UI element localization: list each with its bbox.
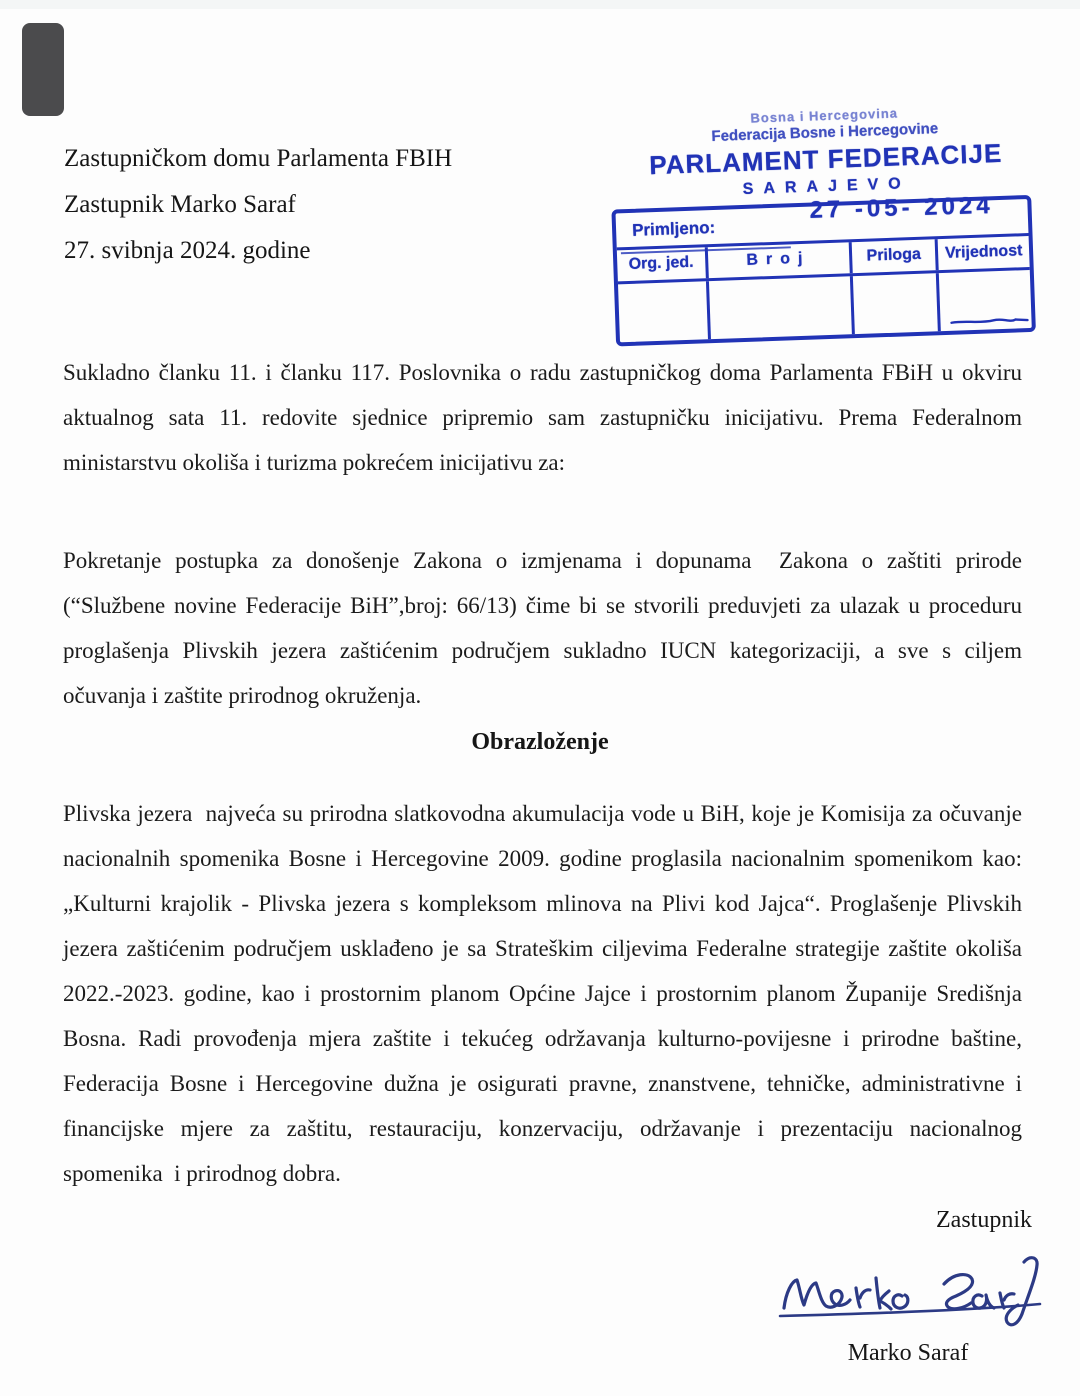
stamp-received-label: Primljeno: (631, 217, 716, 240)
stamp-federation-line: Federacija Bosne i Hercegovine (711, 120, 939, 146)
signature-role-label: Zastupnik (936, 1207, 1032, 1233)
stamp-col-vrijednost: Vrijednost (944, 242, 1023, 262)
stamp-col-org-jed: Org. jed. (617, 247, 709, 281)
stamp-ink-squiggle (949, 312, 1029, 329)
stamp-empty-cell (709, 276, 855, 339)
redaction-block (22, 23, 64, 116)
sender-line: Zastupnik Marko Saraf (64, 191, 296, 218)
stamp-empty-cell (853, 273, 941, 334)
stamp-country-line: Bosna i Hercegovina (750, 105, 899, 126)
parliament-receipt-stamp (608, 101, 1048, 346)
stamp-institution-title: PARLAMENT FEDERACIJE (648, 137, 1003, 181)
letter-date-line: 27. svibnja 2024. godine (64, 237, 311, 264)
stamp-col-broj: Broj (707, 242, 852, 278)
stamp-col-priloga: Priloga (851, 239, 939, 273)
paragraph-explanation: Plivska jezera najveća su prirodna slatkovodna akumulacija vode u BiH, koje je Komisija za očuvanje nacionalnih spomenika Bosne i Hercegovine 2009. godine proglasila nacionalnim spomenikom kao: „Kulturni krajolik - Plivska jezera s kompleksom mlinova na Plivi kod Jajca“. Proglašenje Plivskih jezera zaštićenim područjem usklađeno je sa Strateškim ciljevima Federalne strategije zaštite okoliša 2022.-2023. godine, kao i prostornim planom Općine Jajce i prostornim planom Županije Središnja Bosna. Radi provođenja mjera zaštite i tekućeg održavanja kulturno-povijesne i prirodne baštine, Federacija Bosne i Hercegovine dužna je osigurati pravne, znanstvene, tehničke, administrativne i financijske mjere za zaštitu, restauraciju, konzervaciju, održavanje i prezentaciju nacionalnog spomenika i prirodnog dobra. (63, 801, 1028, 1186)
stamp-header (608, 101, 1043, 205)
section-heading-obrazlozenje: Obrazloženje (471, 729, 609, 755)
stamp-city: SARAJEVO (742, 174, 911, 198)
stamp-date-received: 27 -05- 2024 (809, 191, 994, 224)
paragraph-intro: Sukladno članku 11. i članku 117. Poslovnika o radu zastupničkog doma Parlamenta FBiH u okviru aktualnog sata 11. redovite sjednice pripremio sam zastupničku inicijativu. Prema Federalnom ministarstvu okoliša i turizma pokrećem inicijativu za: (63, 360, 1028, 475)
address-block (64, 136, 452, 274)
stamp-empty-cell (618, 281, 711, 342)
signature-scribble (768, 1246, 1048, 1341)
stamp-table (611, 191, 1036, 346)
signature-name: Marko Saraf (847, 1340, 969, 1366)
paragraph-initiative: Pokretanje postupka za donošenje Zakona o izmjenama i dopunama Zakona o zaštiti prirode (“Službene novine Federacije BiH”,broj: 66/13) čime bi se stvorili preduvjeti za ulazak u proceduru proglašenja Plivskih jezera zaštićenim područjem sukladno IUCN kategorizaciji, a sve s ciljem očuvanja i zaštite prirodnog okruženja. (63, 548, 1028, 708)
scan-edge-strip (0, 0, 1080, 9)
stamp-empty-cell (939, 269, 1032, 330)
recipient-line: Zastupničkom domu Parlamenta FBIH (64, 145, 453, 172)
